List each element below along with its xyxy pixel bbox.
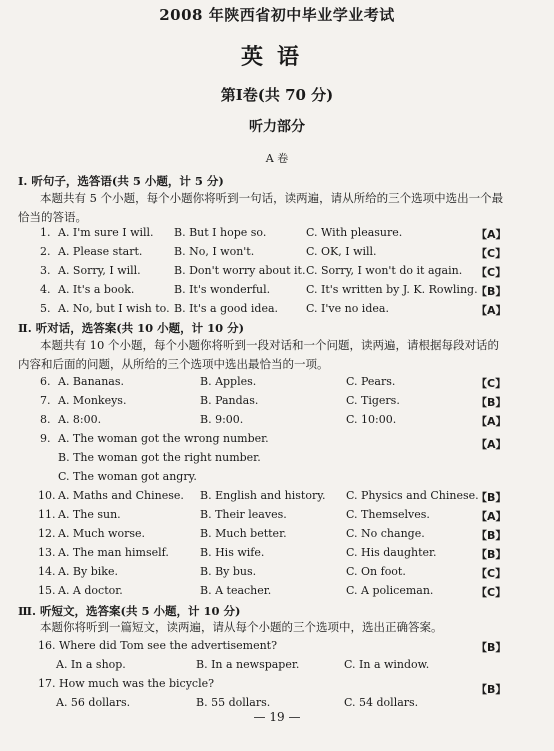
question-number: 2.	[40, 245, 51, 258]
option-b: B. Pandas.	[200, 394, 259, 407]
question-number: 15.	[38, 584, 56, 597]
section2-heading: Ⅱ. 听对话，选答案(共 10 小题，计 10 分)	[18, 321, 245, 335]
question-row	[0, 527, 554, 545]
question-number: 5.	[40, 302, 51, 315]
answer-key: 【C】	[476, 377, 507, 390]
option-c: C. A policeman.	[346, 584, 434, 597]
option-c: C. Themselves.	[346, 508, 430, 521]
answer-key: 【A】	[476, 228, 507, 241]
question-number: 12.	[38, 527, 56, 540]
option-b: B. Their leaves.	[200, 508, 287, 521]
question-row	[0, 413, 554, 431]
answer-key: 【A】	[476, 304, 507, 317]
question-number: 4.	[40, 283, 51, 296]
option-b: B. By bus.	[200, 565, 257, 578]
question-number: 8.	[40, 413, 51, 426]
question-row	[0, 283, 554, 301]
question-row	[0, 508, 554, 526]
option-b: B. But I hope so.	[174, 226, 267, 239]
option-b: B. The woman got the right number.	[58, 451, 261, 464]
question-stem: 16. Where did Tom see the advertisement?	[38, 639, 277, 652]
answer-key: 【B】	[476, 641, 507, 654]
question-row	[0, 264, 554, 282]
option-a: A. Bananas.	[58, 375, 125, 388]
option-a: A. Maths and Chinese.	[58, 489, 184, 502]
option-c: C. No change.	[346, 527, 425, 540]
option-c: C. Pears.	[346, 375, 396, 388]
question-number: 10.	[38, 489, 56, 502]
option-a: A. Much worse.	[58, 527, 145, 540]
option-a: A. I'm sure I will.	[58, 226, 154, 239]
option-c: C. Tigers.	[346, 394, 400, 407]
option-a: A. By bike.	[58, 565, 118, 578]
section1-instruction: 本题共有 5 个小题，每个小题你将听到一句话，读两遍，请从所给的三个选项中选出一个最恰当的答语。	[18, 191, 504, 224]
option-a: A. In a shop.	[56, 658, 126, 671]
option-a: A. A doctor.	[58, 584, 123, 597]
answer-key: 【A】	[476, 510, 507, 523]
option-a: A. The woman got the wrong number.	[58, 432, 269, 445]
option-b: B. A teacher.	[200, 584, 272, 597]
question-row	[0, 245, 554, 263]
question-option-row	[0, 470, 554, 488]
option-c: C. Sorry, I won't do it again.	[306, 264, 463, 277]
question-number: 6.	[40, 375, 51, 388]
option-b: B. 9:00.	[200, 413, 244, 426]
question-stem-row	[0, 639, 554, 657]
answer-key: 【A】	[476, 438, 507, 451]
question-number: 3.	[40, 264, 51, 277]
question-number: 11.	[38, 508, 56, 521]
option-c: C. I've no idea.	[306, 302, 389, 315]
question-option-row	[0, 451, 554, 469]
question-number: 14.	[38, 565, 56, 578]
question-row	[0, 375, 554, 393]
option-b: B. Much better.	[200, 527, 287, 540]
option-b: B. Don't worry about it.	[174, 264, 306, 277]
question-stem: 17. How much was the bicycle?	[38, 677, 215, 690]
option-a: A. The sun.	[58, 508, 121, 521]
option-b: B. His wife.	[200, 546, 265, 559]
option-a: A. Please start.	[58, 245, 143, 258]
answer-key: 【B】	[476, 529, 507, 542]
option-a: A. Monkeys.	[58, 394, 127, 407]
option-b: B. In a newspaper.	[196, 658, 300, 671]
question-number: 9.	[40, 432, 51, 445]
question-row	[0, 489, 554, 507]
option-c: C. His daughter.	[346, 546, 437, 559]
option-b: B. Apples.	[200, 375, 257, 388]
question-row	[0, 546, 554, 564]
answer-key: 【B】	[476, 683, 507, 696]
option-a: A. No, but I wish to.	[58, 302, 170, 315]
option-c: C. With pleasure.	[306, 226, 403, 239]
option-c: C. In a window.	[344, 658, 430, 671]
volume-title: 第Ⅰ卷(共 70 分)	[220, 86, 334, 104]
option-b: B. 55 dollars.	[196, 696, 271, 709]
question-row	[0, 584, 554, 602]
section3-instruction: 本题你将听到一篇短文，读两遍，请从每个小题的三个选项中，选出正确答案。	[40, 620, 443, 634]
answer-key: 【C】	[476, 567, 507, 580]
question-row	[0, 565, 554, 583]
subject-title: 英语	[240, 44, 313, 70]
question-row	[0, 394, 554, 412]
answer-key: 【C】	[476, 586, 507, 599]
exam-title: 2008 年陕西省初中毕业学业考试	[159, 6, 395, 24]
section2-instruction: 本题共有 10 个小题，每个小题你将听到一段对话和一个问题，读两遍，请根据每段对话的内容和后面的问题，从所给的三个选项中选出最恰当的一项。	[18, 338, 499, 371]
question-row	[0, 226, 554, 244]
option-c: C. Physics and Chinese.	[346, 489, 479, 502]
option-a: A. It's a book.	[58, 283, 135, 296]
option-c: C. 54 dollars.	[344, 696, 419, 709]
juan-label: A 卷	[265, 152, 289, 165]
question-number: 7.	[40, 394, 51, 407]
option-b: B. It's wonderful.	[174, 283, 271, 296]
question-option-row	[0, 658, 554, 676]
answer-key: 【C】	[476, 247, 507, 260]
question-number: 13.	[38, 546, 56, 559]
answer-key: 【C】	[476, 266, 507, 279]
answer-key: 【B】	[476, 548, 507, 561]
answer-key: 【A】	[476, 415, 507, 428]
option-c: C. 10:00.	[346, 413, 397, 426]
answer-key: 【B】	[476, 285, 507, 298]
option-b: B. English and history.	[200, 489, 326, 502]
page-number: — 19 —	[253, 710, 301, 724]
section1-heading: Ⅰ. 听句子，选答语(共 5 小题，计 5 分)	[18, 174, 224, 188]
option-c: C. The woman got angry.	[58, 470, 197, 483]
option-a: A. The man himself.	[58, 546, 169, 559]
option-c: C. It's written by J. K. Rowling.	[306, 283, 478, 296]
option-b: B. No, I won't.	[174, 245, 255, 258]
question-number: 1.	[40, 226, 51, 239]
option-a: A. 56 dollars.	[56, 696, 131, 709]
option-b: B. It's a good idea.	[174, 302, 279, 315]
answer-key: 【B】	[476, 491, 507, 504]
option-a: A. 8:00.	[58, 413, 102, 426]
answer-key: 【B】	[476, 396, 507, 409]
section3-heading: Ⅲ. 听短文，选答案(共 5 小题，计 10 分)	[18, 604, 241, 618]
option-a: A. Sorry, I will.	[58, 264, 141, 277]
part-title: 听力部分	[249, 119, 305, 135]
option-c: C. On foot.	[346, 565, 406, 578]
option-c: C. OK, I will.	[306, 245, 377, 258]
question-row	[0, 302, 554, 320]
